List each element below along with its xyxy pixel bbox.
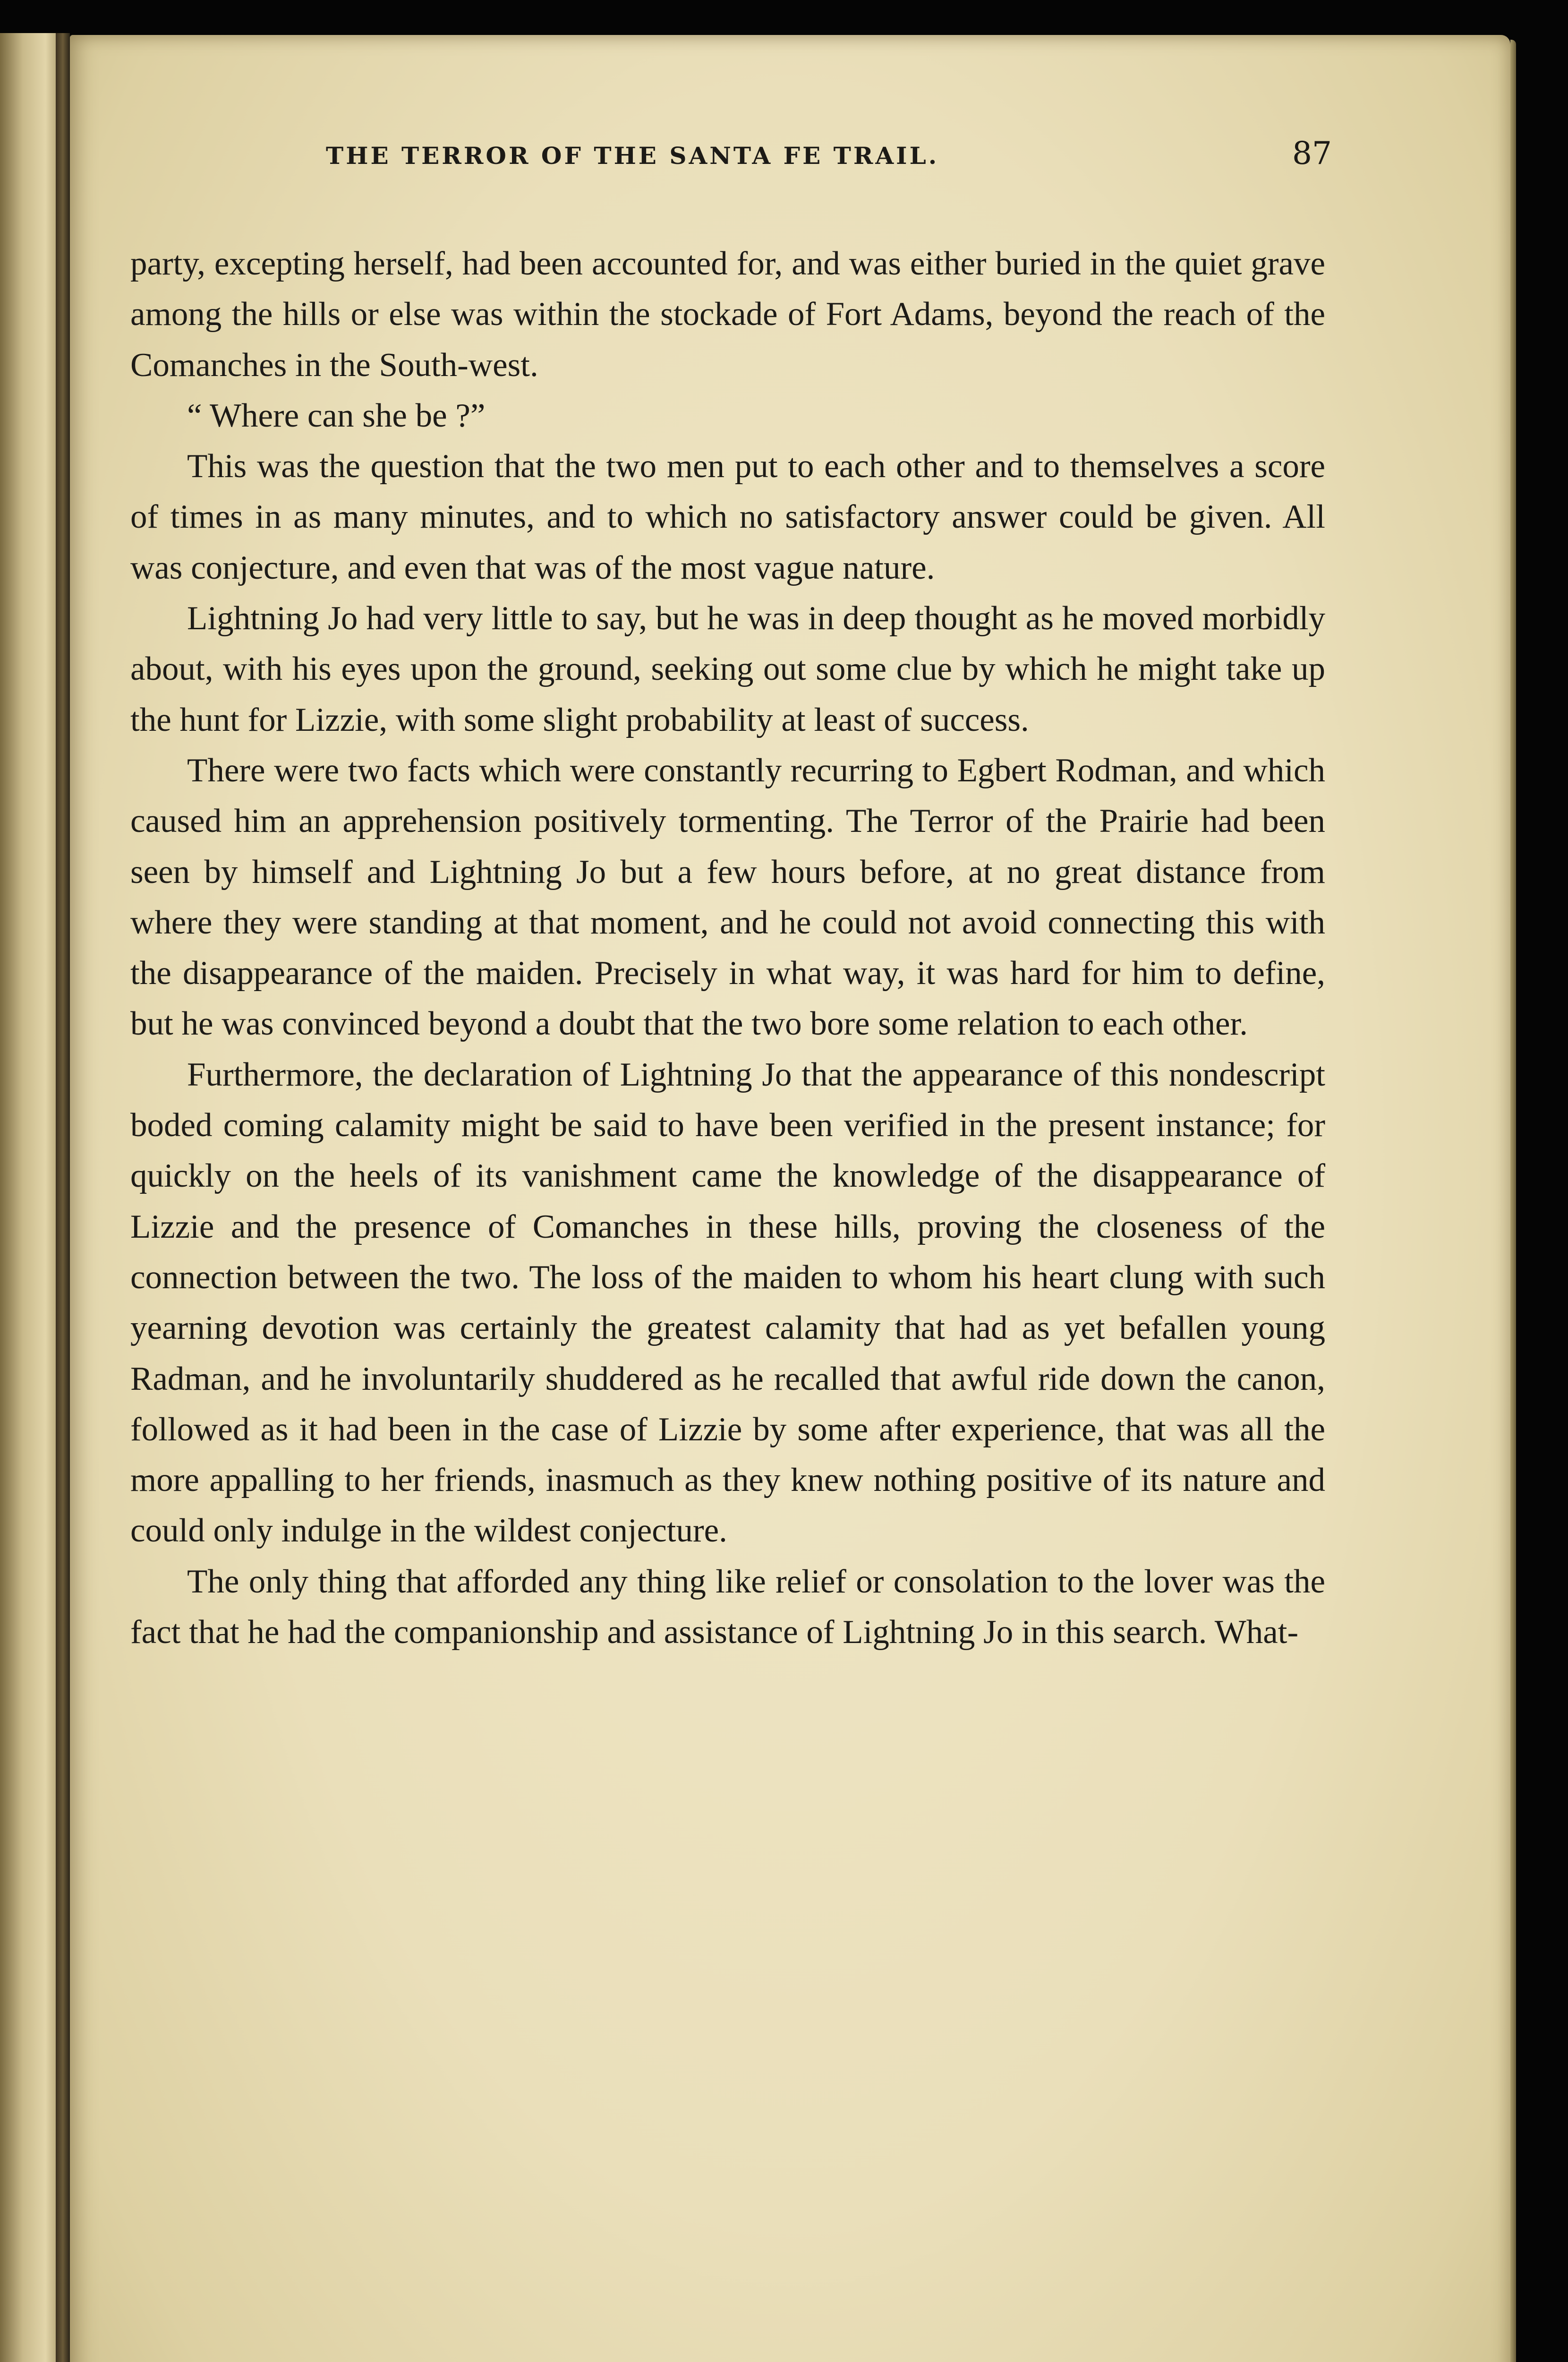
page-edge [1510,40,1516,2362]
paragraph: party, excepting herself, had been accounted for, and was either buried in the quiet grave among the hills or else was within the stockade of Fort Adams, beyond the reach of the Comanches in the South-west. [130,245,1325,384]
page-number: 87 [1292,135,1332,171]
paragraph: Furthermore, the declaration of Lightning Jo that the appearance of this nondescript boded coming calamity might be said to have been verified in the present instance; for quickly on the heels of its vanishment came the knowledge of the disappearance of Lizzie and the presence of Comanches in these hills, proving the closeness of the connection between the two. The loss of the maiden to whom his heart clung with such yearning devotion was certainly the greatest calamity that had as yet befallen young Radman, and he involuntarily shuddered as he recalled that awful ride down the canon, followed as it had been in the case of Lizzie by some after experience, that was all the more appalling to her friends, inasmuch as they knew nothing positive of its nature and could only indulge in the wildest conjecture. [130,1056,1325,1549]
paragraph: “ Where can she be ?” [187,397,486,434]
running-title: THE TERROR OF THE SANTA FE TRAIL. [326,142,939,170]
body-text [130,239,1325,1658]
paragraph: There were two facts which were constantly recurring to Egbert Rodman, and which caused him an apprehension positively tormenting. The Terror of the Prairie had been seen by himself and Lightning Jo but a few hours before, at no great distance from where they were standing at that moment, and he could not avoid connecting this with the disappearance of the maiden. Precisely in what way, it was hard for him to define, but he was convinced beyond a doubt that the two bore some relation to each other. [130,752,1325,1043]
paragraph: This was the question that the two men put to each other and to themselves a score of times in as many minutes, and to which no satisfactory answer could be given. All was conjecture, and even that was of the most vague nature. [130,448,1325,586]
book-gutter [56,33,70,2362]
paragraph: The only thing that afforded any thing like relief or consolation to the lover was the fact that he had the companionship and assistance of Lightning Jo in this search. What- [130,1563,1325,1651]
running-head [132,135,1332,180]
paragraph: Lightning Jo had very little to say, but he was in deep thought as he moved morbidly about, with his eyes upon the ground, seeking out some clue by which he might take up the hunt for Lizzie, with some slight probability at least of success. [130,600,1325,738]
